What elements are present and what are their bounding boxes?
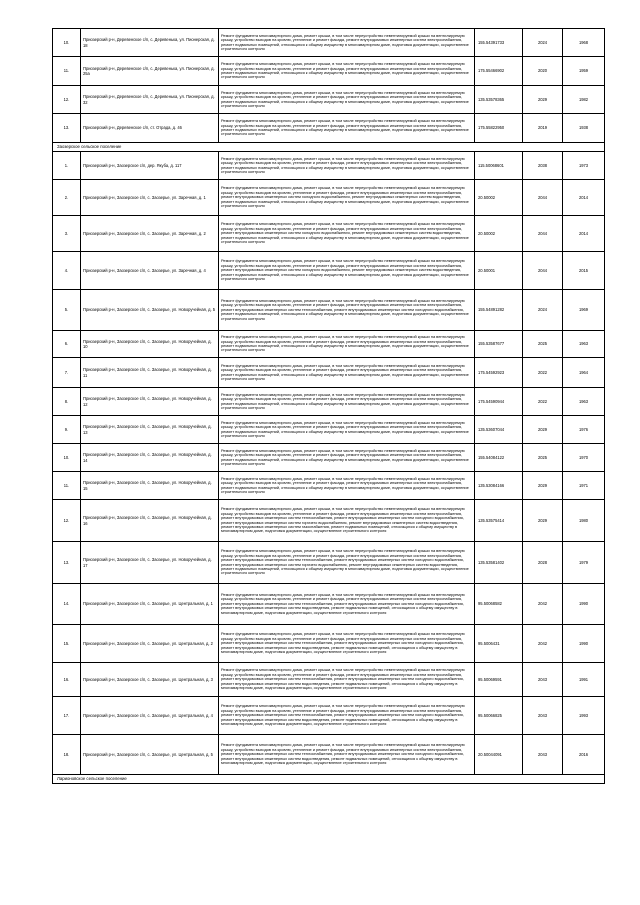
cost-cell: 135.53084166 (475, 472, 523, 500)
address-cell: Приозерский р-н, Заозерское с/п, с. Заозерье, ул. Новоручейная, д. 12 (81, 388, 219, 416)
works-description-cell: Ремонт фундамента многоквартирного дома, ремонт крыши, в том числе переустройство невентилируемой крыши на вентилируемую крышу, устройство выходов на кровлю, утепление и ремонт фасада, ремонт внутридомовых инженерных систем электроснабжения, ремонт внутридомовых инженерных систем холодного водоснабжения, ремонт внутридомовых инженерных систем водоотведения, ремонт подвальных помещений, относящихся к общему имуществу в многоквартирном доме, подготовка документации, осуществление строительного контроля (219, 216, 475, 252)
works-description-cell: Ремонт фундамента многоквартирного дома, ремонт крыши, в том числе переустройство невентилируемой крыши на вентилируемую крышу, устройство выходов на кровлю, утепление и ремонт фасада, ремонт внутридомовых инженерных систем электроснабжения, ремонт подвальных помещений, относящихся к общему имуществу в многоквартирном доме, подготовка документации, осуществление строительного контроля (219, 472, 475, 500)
row-number-cell: 6. (53, 331, 81, 358)
row-number-cell: 13. (53, 114, 81, 143)
year-built-cell: 1991 (563, 663, 605, 697)
works-description-cell: Ремонт фундамента многоквартирного дома, ремонт крыши, в том числе переустройство невентилируемой крыши на вентилируемую крышу, устройство выходов на кровлю, утепление и ремонт фасада, ремонт внутридомовых инженерных систем электроснабжения, ремонт внутридомовых инженерных систем теплоснабжения, ремонт внутридомовых инженерных систем холодного водоснабжения, ремонт внутридомовых инженерных систем водоотведения, ремонт подвальных помещений, относящихся к общему имуществу в многоквартирном доме, подготовка документации, осуществление строительного контроля (219, 663, 475, 697)
planned-year-cell: 2044 (523, 252, 563, 290)
section-header-row (53, 143, 605, 152)
address-cell: Приозерский р-н, Заозерское с/п, с. Заозерье, ул. Новоручейная, д. 11 (81, 358, 219, 388)
table-row (53, 358, 605, 388)
table-row (53, 57, 605, 86)
planned-year-cell: 2019 (523, 114, 563, 143)
row-number-cell: 16. (53, 663, 81, 697)
year-built-cell: 1982 (563, 86, 605, 114)
address-cell: Приозерский р-н, Деревенское с/п, с. Деревенька, ул. Пионерская, д. 25а (81, 57, 219, 86)
year-built-cell: 1963 (563, 331, 605, 358)
works-description-cell: Ремонт фундамента многоквартирного дома, ремонт крыши, в том числе переустройство невентилируемой крыши на вентилируемую крышу, устройство выходов на кровлю, утепление и ремонт фасада, ремонт внутридомовых инженерных систем электроснабжения, ремонт подвальных помещений, относящихся к общему имуществу в многоквартирном доме, подготовка документации, осуществление строительного контроля (219, 152, 475, 180)
table-row (53, 331, 605, 358)
table-row (53, 584, 605, 625)
address-cell: Приозерский р-н, Заозерское с/п, с. Заозерье, ул. Центральная, д. 3 (81, 663, 219, 697)
planned-year-cell: 2029 (523, 416, 563, 444)
section-title: Ларионовское сельское поселение (53, 775, 605, 784)
table-row (53, 735, 605, 775)
works-description-cell: Ремонт фундамента многоквартирного дома, ремонт крыши, в том числе переустройство невентилируемой крыши на вентилируемую крышу, устройство выходов на кровлю, утепление и ремонт фасада, ремонт внутридомовых инженерных систем электроснабжения, ремонт внутридомовых инженерных систем теплоснабжения, ремонт внутридомовых инженерных систем холодного водоснабжения, ремонт подвальных помещений, относящихся к общему имуществу в многоквартирном доме, подготовка документации, осуществление строительного контроля (219, 290, 475, 331)
works-description-cell: Ремонт фундамента многоквартирного дома, ремонт крыши, в том числе переустройство невентилируемой крыши на вентилируемую крышу, устройство выходов на кровлю, утепление и ремонт фасада, ремонт внутридомовых инженерных систем электроснабжения, ремонт подвальных помещений, относящихся к общему имуществу в многоквартирном доме, подготовка документации, осуществление строительного контроля (219, 331, 475, 358)
table-row (53, 152, 605, 180)
address-cell: Приозерский р-н, Заозерское с/п, с. Заозерье, ул. Заречная, д. 1 (81, 180, 219, 216)
year-built-cell: 1969 (563, 290, 605, 331)
works-description-cell: Ремонт фундамента многоквартирного дома, ремонт крыши, в том числе переустройство невентилируемой крыши на вентилируемую крышу, устройство выходов на кровлю, утепление и ремонт фасада, ремонт внутридомовых инженерных систем электроснабжения, ремонт внутридомовых инженерных систем теплоснабжения, ремонт внутридомовых инженерных систем холодного водоснабжения, ремонт внутридомовых инженерных систем водоотведения, ремонт подвальных помещений, относящихся к общему имуществу в многоквартирном доме, подготовка документации, осуществление строительного контроля (219, 697, 475, 735)
cost-cell: 95.5006431 (475, 625, 523, 663)
works-description-cell: Ремонт фундамента многоквартирного дома, ремонт крыши, в том числе переустройство невентилируемой крыши на вентилируемую крышу, устройство выходов на кровлю, утепление и ремонт фасада, ремонт внутридомовых инженерных систем электроснабжения, ремонт внутридомовых инженерных систем теплоснабжения, ремонт внутридомовых инженерных систем холодного водоснабжения, ремонт внутридомовых инженерных систем горячего водоснабжения, ремонт внутридомовых инженерных систем водоотведения, ремонт внутридомовых инженерных систем газоснабжения, ремонт подвальных помещений, относящихся к общему имуществу в многоквартирном доме, подготовка документации, осуществление строительного контроля (219, 500, 475, 542)
address-cell: Приозерский р-н, Заозерское с/п, с. Заозерье, ул. Новоручейная, д. 17 (81, 542, 219, 584)
table-body (53, 29, 605, 784)
year-built-cell: 2016 (563, 735, 605, 775)
row-number-cell: 14. (53, 584, 81, 625)
section-title: Заозерское сельское поселение (53, 143, 605, 152)
row-number-cell: 15. (53, 625, 81, 663)
planned-year-cell: 2042 (523, 584, 563, 625)
year-built-cell: 1959 (563, 57, 605, 86)
section-header-row (53, 775, 605, 784)
planned-year-cell: 2022 (523, 388, 563, 416)
row-number-cell: 12. (53, 86, 81, 114)
address-cell: Приозерский р-н, Заозерское с/п, с. Заозерье, ул. Новоручейная, д. 13 (81, 416, 219, 444)
works-description-cell: Ремонт фундамента многоквартирного дома, ремонт крыши, в том числе переустройство невентилируемой крыши на вентилируемую крышу, устройство выходов на кровлю, утепление и ремонт фасада, ремонт внутридомовых инженерных систем электроснабжения, ремонт внутридомовых инженерных систем теплоснабжения, ремонт внутридомовых инженерных систем холодного водоснабжения, ремонт внутридомовых инженерных систем горячего водоснабжения, ремонт внутридомовых инженерных систем водоотведения, ремонт подвальных помещений, относящихся к общему имуществу в многоквартирном доме, подготовка документации, осуществление строительного контроля (219, 542, 475, 584)
planned-year-cell: 2038 (523, 152, 563, 180)
planned-year-cell: 2029 (523, 472, 563, 500)
cost-cell: 95.50066825 (475, 697, 523, 735)
year-built-cell: 1963 (563, 388, 605, 416)
row-number-cell: 17. (53, 697, 81, 735)
works-description-cell: Ремонт фундамента многоквартирного дома, ремонт крыши, в том числе переустройство невентилируемой крыши на вентилируемую крышу, устройство выходов на кровлю, утепление и ремонт фасада, ремонт внутридомовых инженерных систем электроснабжения, ремонт подвальных помещений, относящихся к общему имуществу в многоквартирном доме, подготовка документации, осуществление строительного контроля (219, 57, 475, 86)
address-cell: Приозерский р-н, Деревенское с/п, с. Деревенька, ул. Пионерская, д. 32 (81, 86, 219, 114)
row-number-cell: 5. (53, 290, 81, 331)
cost-cell: 20.50044091 (475, 735, 523, 775)
year-built-cell: 2015 (563, 252, 605, 290)
cost-cell: 175.54592923 (475, 358, 523, 388)
year-built-cell: 1938 (563, 114, 605, 143)
address-cell: Приозерский р-н, Деревенское с/п, ст. Отрада, д. 46 (81, 114, 219, 143)
address-cell: Приозерский р-н, Заозерское с/п, с. Заозерье, ул. Новоручейная, д. 10 (81, 331, 219, 358)
table-row (53, 697, 605, 735)
planned-year-cell: 2025 (523, 444, 563, 472)
cost-cell: 20.50002 (475, 216, 523, 252)
year-built-cell: 2014 (563, 216, 605, 252)
year-built-cell: 1979 (563, 542, 605, 584)
address-cell: Приозерский р-н, Заозерское с/п, дер. Якуба, д. 117 (81, 152, 219, 180)
cost-cell: 135.53607044 (475, 416, 523, 444)
works-description-cell: Ремонт фундамента многоквартирного дома, ремонт крыши, в том числе переустройство невентилируемой крыши на вентилируемую крышу, устройство выходов на кровлю, утепление и ремонт фасада, ремонт внутридомовых инженерных систем электроснабжения, ремонт внутридомовых инженерных систем холодного водоснабжения, ремонт внутридомовых инженерных систем водоотведения, ремонт подвальных помещений, относящихся к общему имуществу в многоквартирном доме, подготовка документации, осуществление строительного контроля (219, 252, 475, 290)
row-number-cell: 12. (53, 500, 81, 542)
works-description-cell: Ремонт фундамента многоквартирного дома, ремонт крыши, в том числе переустройство невентилируемой крыши на вентилируемую крышу, устройство выходов на кровлю, утепление и ремонт фасада, ремонт внутридомовых инженерных систем электроснабжения, ремонт подвальных помещений, относящихся к общему имуществу в многоквартирном доме, подготовка документации, осуществление строительного контроля (219, 29, 475, 57)
cost-cell: 155.53587677 (475, 331, 523, 358)
planned-year-cell: 2024 (523, 29, 563, 57)
year-built-cell: 1976 (563, 416, 605, 444)
year-built-cell: 1990 (563, 584, 605, 625)
table-row (53, 180, 605, 216)
cost-cell: 95.50069591 (475, 663, 523, 697)
table-row (53, 216, 605, 252)
works-description-cell: Ремонт фундамента многоквартирного дома, ремонт крыши, в том числе переустройство невентилируемой крыши на вентилируемую крышу, устройство выходов на кровлю, утепление и ремонт фасада, ремонт внутридомовых инженерных систем электроснабжения, ремонт подвальных помещений, относящихся к общему имуществу в многоквартирном доме, подготовка документации, осуществление строительного контроля (219, 86, 475, 114)
row-number-cell: 11. (53, 57, 81, 86)
table-row (53, 114, 605, 143)
works-description-cell: Ремонт фундамента многоквартирного дома, ремонт крыши, в том числе переустройство невентилируемой крыши на вентилируемую крышу, устройство выходов на кровлю, утепление и ремонт фасада, ремонт внутридомовых инженерных систем электроснабжения, ремонт внутридомовых инженерных систем теплоснабжения, ремонт внутридомовых инженерных систем холодного водоснабжения, ремонт внутридомовых инженерных систем водоотведения, ремонт подвальных помещений, относящихся к общему имуществу в многоквартирном доме, подготовка документации, осуществление строительного контроля (219, 584, 475, 625)
document-page (52, 28, 604, 784)
year-built-cell: 2014 (563, 180, 605, 216)
table-row (53, 625, 605, 663)
year-built-cell: 1980 (563, 500, 605, 542)
table-row (53, 663, 605, 697)
year-built-cell: 1993 (563, 697, 605, 735)
cost-cell: 175.54590944 (475, 388, 523, 416)
row-number-cell: 10. (53, 444, 81, 472)
year-built-cell: 1990 (563, 625, 605, 663)
works-description-cell: Ремонт фундамента многоквартирного дома, ремонт крыши, в том числе переустройство невентилируемой крыши на вентилируемую крышу, устройство выходов на кровлю, утепление и ремонт фасада, ремонт внутридомовых инженерных систем электроснабжения, ремонт подвальных помещений, относящихся к общему имуществу в многоквартирном доме, подготовка документации, осуществление строительного контроля (219, 444, 475, 472)
works-description-cell: Ремонт фундамента многоквартирного дома, ремонт крыши, в том числе переустройство невентилируемой крыши на вентилируемую крышу, устройство выходов на кровлю, утепление и ремонт фасада, ремонт внутридомовых инженерных систем электроснабжения, ремонт внутридомовых инженерных систем холодного водоснабжения, ремонт внутридомовых инженерных систем водоотведения, ремонт подвальных помещений, относящихся к общему имуществу в многоквартирном доме, подготовка документации, осуществление строительного контроля (219, 180, 475, 216)
planned-year-cell: 2028 (523, 542, 563, 584)
address-cell: Приозерский р-н, Заозерское с/п, с. Заозерье, ул. Центральная, д. 2 (81, 625, 219, 663)
year-built-cell: 1971 (563, 472, 605, 500)
row-number-cell: 11. (53, 472, 81, 500)
cost-cell: 135.53578365 (475, 86, 523, 114)
table-row (53, 388, 605, 416)
cost-cell: 175.55822950 (475, 114, 523, 143)
address-cell: Приозерский р-н, Заозерское с/п, с. Заозерье, ул. Заречная, д. 2 (81, 216, 219, 252)
row-number-cell: 9. (53, 416, 81, 444)
year-built-cell: 1968 (563, 29, 605, 57)
works-description-cell: Ремонт фундамента многоквартирного дома, ремонт крыши, в том числе переустройство невентилируемой крыши на вентилируемую крышу, устройство выходов на кровлю, утепление и ремонт фасада, ремонт внутридомовых инженерных систем электроснабжения, ремонт подвальных помещений, относящихся к общему имуществу в многоквартирном доме, подготовка документации, осуществление строительного контроля (219, 358, 475, 388)
address-cell: Приозерский р-н, Заозерское с/п, с. Заозерье, ул. Центральная, д. 1 (81, 584, 219, 625)
table-row (53, 252, 605, 290)
planned-year-cell: 2022 (523, 358, 563, 388)
planned-year-cell: 2029 (523, 86, 563, 114)
address-cell: Приозерский р-н, Заозерское с/п, с. Заозерье, ул. Новоручейная, д. 5 (81, 290, 219, 331)
planned-year-cell: 2043 (523, 663, 563, 697)
works-description-cell: Ремонт фундамента многоквартирного дома, ремонт крыши, в том числе переустройство невентилируемой крыши на вентилируемую крышу, устройство выходов на кровлю, утепление и ремонт фасада, ремонт внутридомовых инженерных систем электроснабжения, ремонт внутридомовых инженерных систем теплоснабжения, ремонт внутридомовых инженерных систем холодного водоснабжения, ремонт внутридомовых инженерных систем водоотведения, ремонт подвальных помещений, относящихся к общему имуществу в многоквартирном доме, подготовка документации, осуществление строительного контроля (219, 625, 475, 663)
cost-cell: 155.54891282 (475, 290, 523, 331)
cost-cell: 175.55466902 (475, 57, 523, 86)
address-cell: Приозерский р-н, Заозерское с/п, с. Заозерье, ул. Заречная, д. 4 (81, 252, 219, 290)
works-description-cell: Ремонт фундамента многоквартирного дома, ремонт крыши, в том числе переустройство невентилируемой крыши на вентилируемую крышу, устройство выходов на кровлю, утепление и ремонт фасада, ремонт внутридомовых инженерных систем электроснабжения, ремонт подвальных помещений, относящихся к общему имуществу в многоквартирном доме, подготовка документации, осуществление строительного контроля (219, 114, 475, 143)
year-built-cell: 1970 (563, 444, 605, 472)
cost-cell: 135.53581402 (475, 542, 523, 584)
row-number-cell: 10. (53, 29, 81, 57)
cost-cell: 115.50068601 (475, 152, 523, 180)
cost-cell: 20.50001 (475, 252, 523, 290)
works-description-cell: Ремонт фундамента многоквартирного дома, ремонт крыши, в том числе переустройство невентилируемой крыши на вентилируемую крышу, устройство выходов на кровлю, утепление и ремонт фасада, ремонт внутридомовых инженерных систем электроснабжения, ремонт подвальных помещений, относящихся к общему имуществу в многоквартирном доме, подготовка документации, осуществление строительного контроля (219, 388, 475, 416)
row-number-cell: 3. (53, 216, 81, 252)
year-built-cell: 1964 (563, 358, 605, 388)
table-row (53, 290, 605, 331)
table-row (53, 86, 605, 114)
row-number-cell: 4. (53, 252, 81, 290)
planned-year-cell: 2025 (523, 331, 563, 358)
address-cell: Приозерский р-н, Заозерское с/п, с. Заозерье, ул. Центральная, д. 5 (81, 735, 219, 775)
table-row (53, 500, 605, 542)
planned-year-cell: 2043 (523, 735, 563, 775)
cost-cell: 155.54084122 (475, 444, 523, 472)
capital-repair-table (52, 28, 605, 784)
table-row (53, 416, 605, 444)
planned-year-cell: 2024 (523, 290, 563, 331)
cost-cell: 20.50002 (475, 180, 523, 216)
address-cell: Приозерский р-н, Заозерское с/п, с. Заозерье, ул. Новоручейная, д. 15 (81, 472, 219, 500)
cost-cell: 95.50068582 (475, 584, 523, 625)
address-cell: Приозерский р-н, Заозерское с/п, с. Заозерье, ул. Новоручейная, д. 16 (81, 500, 219, 542)
table-row (53, 444, 605, 472)
cost-cell: 155.54391733 (475, 29, 523, 57)
address-cell: Приозерский р-н, Деревенское с/п, с. Деревенька, ул. Пионерская, д. 18 (81, 29, 219, 57)
row-number-cell: 2. (53, 180, 81, 216)
year-built-cell: 1973 (563, 152, 605, 180)
works-description-cell: Ремонт фундамента многоквартирного дома, ремонт крыши, в том числе переустройство невентилируемой крыши на вентилируемую крышу, устройство выходов на кровлю, утепление и ремонт фасада, ремонт внутридомовых инженерных систем электроснабжения, ремонт подвальных помещений, относящихся к общему имуществу в многоквартирном доме, подготовка документации, осуществление строительного контроля (219, 416, 475, 444)
table-row (53, 29, 605, 57)
row-number-cell: 13. (53, 542, 81, 584)
planned-year-cell: 2043 (523, 697, 563, 735)
planned-year-cell: 2044 (523, 180, 563, 216)
row-number-cell: 1. (53, 152, 81, 180)
works-description-cell: Ремонт фундамента многоквартирного дома, ремонт крыши, в том числе переустройство невентилируемой крыши на вентилируемую крышу, устройство выходов на кровлю, утепление и ремонт фасада, ремонт внутридомовых инженерных систем электроснабжения, ремонт внутридомовых инженерных систем теплоснабжения, ремонт внутридомовых инженерных систем холодного водоснабжения, ремонт внутридомовых инженерных систем водоотведения, ремонт подвальных помещений, относящихся к общему имуществу в многоквартирном доме, подготовка документации, осуществление строительного контроля (219, 735, 475, 775)
address-cell: Приозерский р-н, Заозерское с/п, с. Заозерье, ул. Центральная, д. 4 (81, 697, 219, 735)
row-number-cell: 7. (53, 358, 81, 388)
planned-year-cell: 2020 (523, 57, 563, 86)
row-number-cell: 8. (53, 388, 81, 416)
planned-year-cell: 2042 (523, 625, 563, 663)
planned-year-cell: 2029 (523, 500, 563, 542)
row-number-cell: 18. (53, 735, 81, 775)
planned-year-cell: 2044 (523, 216, 563, 252)
address-cell: Приозерский р-н, Заозерское с/п, с. Заозерье, ул. Новоручейная, д. 14 (81, 444, 219, 472)
table-row (53, 472, 605, 500)
table-row (53, 542, 605, 584)
cost-cell: 135.53575414 (475, 500, 523, 542)
